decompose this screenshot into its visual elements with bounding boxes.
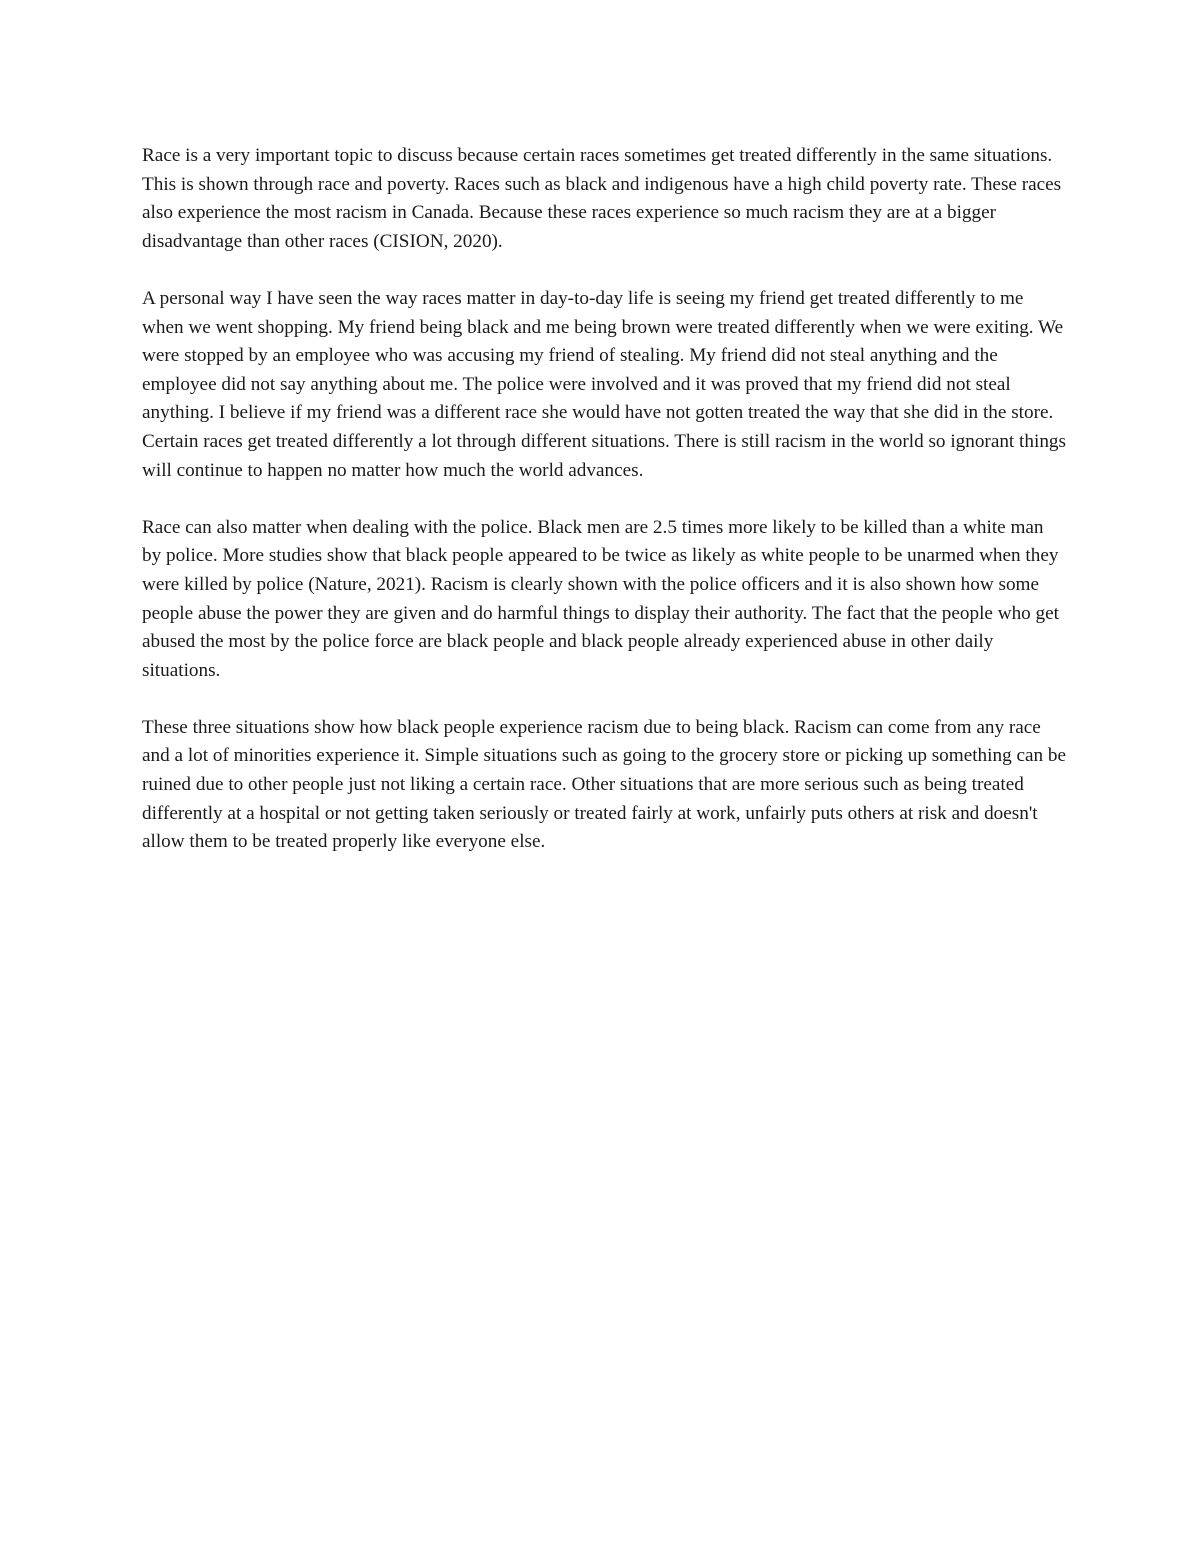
document-body: [142, 142, 1067, 885]
paragraph-conclusion: These three situations show how black people experience racism due to being black. Racism can come from any race and a lot of minorities experience it. Simple situations such as going to the grocery store or picking up something can be ruined due to other people just not liking a certain race. Other situations that are more serious such as being treated differently at a hospital or not getting taken seriously or treated fairly at work, unfairly puts others at risk and doesn't allow them to be treated properly like everyone else.: [142, 716, 1066, 853]
paragraph-race-and-poverty: Race is a very important topic to discuss because certain races sometimes get treated differently in the same situations. This is shown through race and poverty. Races such as black and indigenous have a high child poverty rate. These races also experience the most racism in Canada. Because these races experience so much racism they are at a bigger disadvantage than other races (CISION, 2020).: [142, 145, 1062, 252]
paragraph-race-and-police: Race can also matter when dealing with the police. Black men are 2.5 times more likely to be killed than a white man by police. More studies show that black people appeared to be twice as likely as white people to be unarmed when they were killed by police (Nature, 2021). Racism is clearly shown with the police officers and it is also shown how some people abuse the power they are given and do harmful things to display their authority. The fact that the people who get abused the most by the police force are black people and black people already experienced abuse in other daily situations.: [142, 516, 1059, 681]
paragraph-personal-experience: A personal way I have seen the way races matter in day-to-day life is seeing my friend get treated differently to me when we went shopping. My friend being black and me being brown were treated differently when we were exiting. We were stopped by an employee who was accusing my friend of stealing. My friend did not steal anything and the employee did not say anything about me. The police were involved and it was proved that my friend did not steal anything. I believe if my friend was a different race she would have not gotten treated the way that she did in the store. Certain races get treated differently a lot through different situations. There is still racism in the world so ignorant things will continue to happen no matter how much the world advances.: [142, 287, 1066, 481]
